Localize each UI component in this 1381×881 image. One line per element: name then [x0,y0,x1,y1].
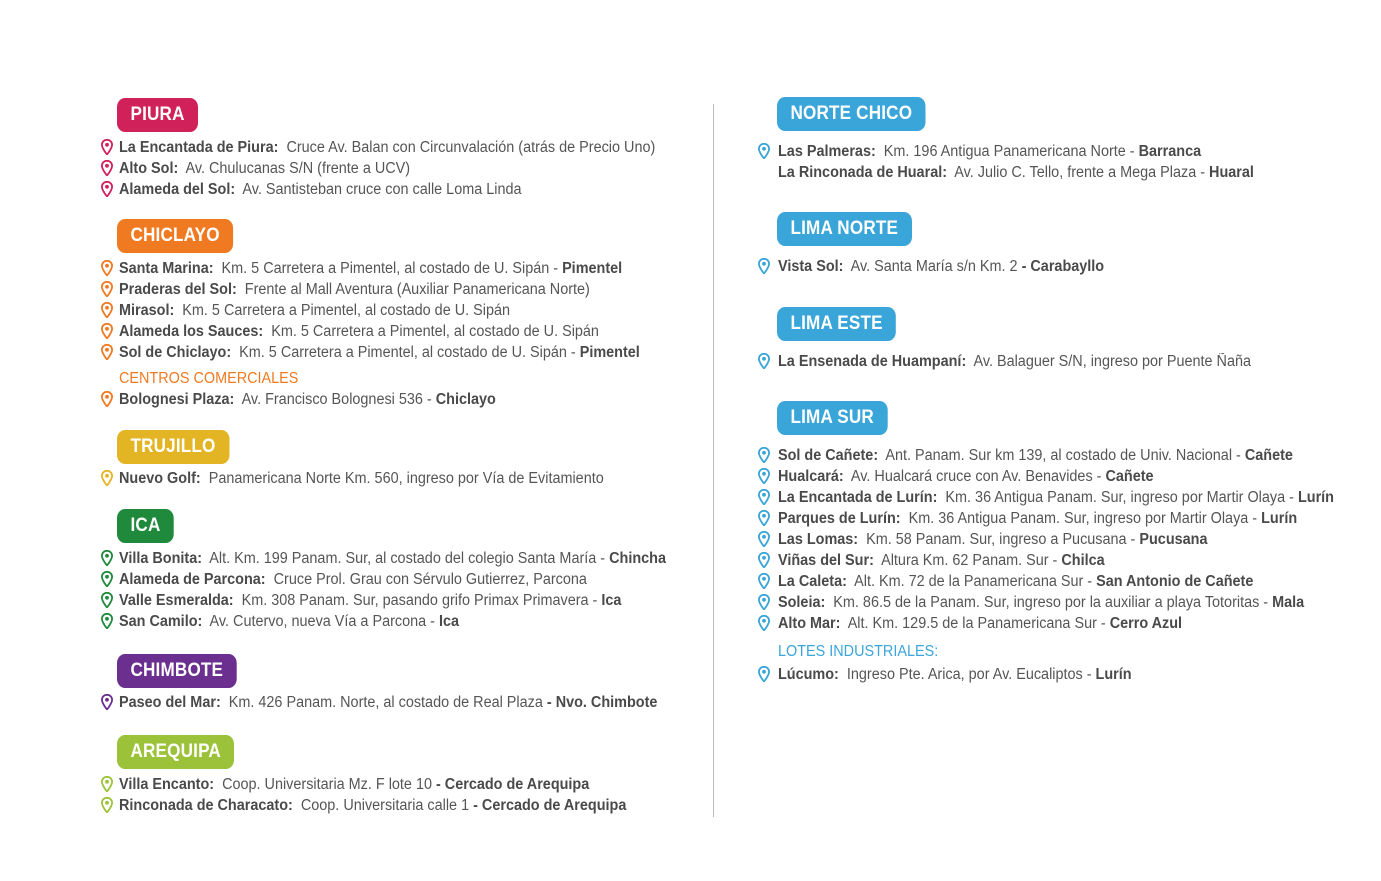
location-pin-icon [101,139,113,155]
location-address: Frente al Mall Aventura (Auxiliar Panamericana Norte) [244,281,590,298]
location-city: - Carabayllo [1021,258,1105,275]
location-entry [119,692,657,713]
location-city: San Antonio de Cañete [1096,573,1254,590]
location-address: Av. Cutervo, nueva Vía a Parcona - [209,613,435,630]
location-name: Alto Sol: [119,160,179,177]
location-entry [119,158,410,179]
location-name: Parques de Lurín: [778,510,901,527]
location-name: Las Palmeras: [778,143,876,160]
location-entry [778,256,1104,277]
location-address: Panamericana Norte Km. 560, ingreso por Vía de Evitamiento [208,470,604,487]
location-entry [778,487,1334,508]
location-name: Nuevo Golf: [119,470,201,487]
location-city: Lurín [1095,666,1132,683]
location-address: Altura Km. 62 Panam. Sur - [881,552,1058,569]
location-pin-icon [101,797,113,813]
location-entry [119,774,589,795]
location-city: Pucusana [1139,531,1208,548]
location-entry [778,571,1253,592]
location-entry [778,550,1105,571]
subsection-heading: LOTES INDUSTRIALES: [778,643,939,660]
location-entry [119,590,621,611]
location-pin-icon [758,552,770,568]
location-address: Km. 308 Panam. Sur, pasando grifo Primax Primavera - [241,592,598,609]
region-badge-chiclayo: CHICLAYO [117,219,233,253]
region-badge-norte-chico: NORTE CHICO [777,97,926,131]
location-pin-icon [101,323,113,339]
location-name: Sol de Cañete: [778,447,879,464]
location-pin-icon [101,571,113,587]
location-city: Chincha [609,550,666,567]
location-entry [778,592,1304,613]
location-name: Praderas del Sol: [119,281,237,298]
location-name: Villa Encanto: [119,776,215,793]
location-city: Pimentel [562,260,623,277]
location-name: Soleia: [778,594,826,611]
location-city: - Cercado de Arequipa [435,776,590,793]
location-name: Paseo del Mar: [119,694,221,711]
location-city: Cañete [1244,447,1293,464]
location-city: Ica [438,613,460,630]
location-entry [778,664,1132,685]
location-address: Alt. Km. 72 de la Panamericana Sur - [854,573,1093,590]
location-name: Rinconada de Characato: [119,797,293,814]
location-entry [119,548,666,569]
location-city: Lurín [1261,510,1298,527]
location-entry [119,611,459,632]
location-pin-icon [101,613,113,629]
location-pin-icon [101,181,113,197]
location-address: Km. 5 Carretera a Pimentel, al costado de U. Sipán [182,302,511,319]
location-pin-icon [101,391,113,407]
location-address: Coop. Universitaria calle 1 [300,797,470,814]
location-pin-icon [101,470,113,486]
location-entry [119,279,590,300]
location-address: Av. Santisteban cruce con calle Loma Linda [242,181,522,198]
location-entry [119,342,640,363]
location-entry [119,389,496,410]
location-pin-icon [758,447,770,463]
location-name: Villa Bonita: [119,550,203,567]
location-entry [119,300,510,321]
location-address: Av. Chulucanas S/N (frente a UCV) [185,160,411,177]
location-city: Huaral [1209,164,1254,181]
location-name: La Caleta: [778,573,847,590]
location-pin-icon [758,615,770,631]
location-city: Ica [601,592,622,609]
location-address: Km. 196 Antigua Panamericana Norte - [883,143,1135,160]
location-city: Mala [1272,594,1305,611]
location-entry [119,468,604,489]
location-name: La Encantada de Piura: [119,139,279,156]
location-address: Km. 86.5 de la Panam. Sur, ingreso por la auxiliar a playa Totoritas - [833,594,1269,611]
location-name: Santa Marina: [119,260,214,277]
location-entry [778,162,1254,183]
location-address: Av. Julio C. Tello, frente a Mega Plaza - [954,164,1206,181]
location-address: Av. Santa María s/n Km. 2 [850,258,1018,275]
location-entry [778,445,1293,466]
location-name: Vista Sol: [778,258,844,275]
region-badge-chimbote: CHIMBOTE [117,654,237,688]
location-pin-icon [101,281,113,297]
location-pin-icon [101,592,113,608]
location-entry [778,141,1201,162]
location-entry [119,137,655,158]
location-address: Km. 426 Panam. Norte, al costado de Real Plaza [228,694,543,711]
location-pin-icon [758,489,770,505]
location-pin-icon [758,594,770,610]
location-entry [119,569,587,590]
location-city: - Cercado de Arequipa [473,797,627,814]
location-name: Hualcará: [778,468,844,485]
subsection-heading: CENTROS COMERCIALES [119,370,299,387]
location-pin-icon [101,344,113,360]
location-city: Cañete [1105,468,1154,485]
location-pin-icon [101,694,113,710]
location-name: Alameda los Sauces: [119,323,264,340]
location-pin-icon [758,510,770,526]
location-entry [778,529,1207,550]
location-name: Lúcumo: [778,666,839,683]
location-address: Cruce Av. Balan con Circunvalación (atrás de Precio Uno) [286,139,656,156]
location-address: Km. 36 Antigua Panam. Sur, ingreso por Martir Olaya - [945,489,1294,506]
location-name: Viñas del Sur: [778,552,874,569]
region-badge-lima-este: LIMA ESTE [777,307,896,341]
location-name: San Camilo: [119,613,203,630]
location-pin-icon [101,550,113,566]
location-entry [778,466,1154,487]
location-address: Km. 36 Antigua Panam. Sur, ingreso por Martir Olaya - [908,510,1258,527]
location-name: La Rinconada de Huaral: [778,164,948,181]
region-badge-piura: PIURA [117,98,198,132]
location-address: Km. 5 Carretera a Pimentel, al costado de U. Sipán - [221,260,559,277]
location-pin-icon [101,160,113,176]
location-name: La Ensenada de Huampaní: [778,353,967,370]
location-city: - Nvo. Chimbote [546,694,658,711]
location-pin-icon [758,258,770,274]
location-entry [119,179,522,200]
location-city: Cerro Azul [1109,615,1183,632]
location-entry [119,258,622,279]
location-name: Valle Esmeralda: [119,592,234,609]
region-badge-lima-sur: LIMA SUR [777,401,887,435]
location-address: Ant. Panam. Sur km 139, al costado de Univ. Nacional - [885,447,1241,464]
location-pin-icon [758,666,770,682]
location-city: Chilca [1061,552,1105,569]
location-city: Chiclayo [435,391,496,408]
location-address: Alt. Km. 199 Panam. Sur, al costado del colegio Santa María - [209,550,606,567]
location-entry [119,795,626,816]
location-pin-icon [101,302,113,318]
location-pin-icon [758,531,770,547]
location-name: Alameda de Parcona: [119,571,266,588]
location-address: Km. 5 Carretera a Pimentel, al costado de U. Sipán - [239,344,576,361]
location-pin-icon [758,353,770,369]
location-address: Ingreso Pte. Arica, por Av. Eucaliptos - [846,666,1092,683]
location-entry [778,508,1297,529]
location-address: Alt. Km. 129.5 de la Panamericana Sur - [847,615,1106,632]
location-name: La Encantada de Lurín: [778,489,938,506]
location-address: Km. 5 Carretera a Pimentel, al costado de U. Sipán [271,323,599,340]
location-address: Cruce Prol. Grau con Sérvulo Gutierrez, Parcona [273,571,587,588]
column-divider [713,104,714,817]
region-badge-arequipa: AREQUIPA [117,735,234,769]
location-entry [119,321,599,342]
location-city: Pimentel [579,344,640,361]
location-address: Km. 58 Panam. Sur, ingreso a Pucusana - [866,531,1136,548]
location-pin-icon [101,260,113,276]
location-name: Bolognesi Plaza: [119,391,235,408]
location-entry [778,613,1182,634]
location-city: Lurín [1297,489,1334,506]
location-address: Coop. Universitaria Mz. F lote 10 [222,776,432,793]
location-pin-icon [101,776,113,792]
location-address: Av. Balaguer S/N, ingreso por Puente Ñaña [973,353,1252,370]
location-address: Av. Francisco Bolognesi 536 - [241,391,432,408]
location-pin-icon [758,143,770,159]
location-name: Sol de Chiclayo: [119,344,232,361]
location-pin-icon [758,468,770,484]
location-pin-icon [758,573,770,589]
region-badge-trujillo: TRUJILLO [117,430,229,464]
region-badge-ica: ICA [117,509,174,543]
location-name: Las Lomas: [778,531,859,548]
location-name: Alto Mar: [778,615,841,632]
region-badge-lima-norte: LIMA NORTE [777,212,912,246]
location-name: Mirasol: [119,302,175,319]
location-entry [778,351,1251,372]
location-name: Alameda del Sol: [119,181,236,198]
location-address: Av. Hualcará cruce con Av. Benavides - [850,468,1102,485]
location-city: Barranca [1138,143,1202,160]
